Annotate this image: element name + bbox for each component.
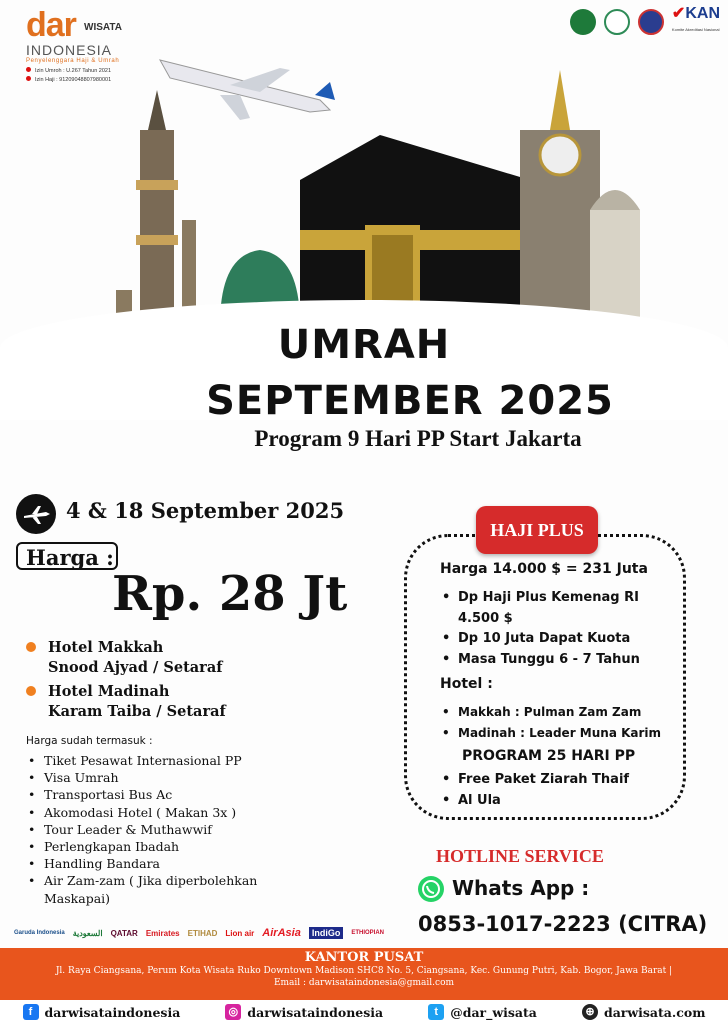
social-label: darwisataindonesia xyxy=(247,1004,384,1020)
list-item: • Makkah : Pulman Zam Zam xyxy=(440,702,680,723)
clock-tower-icon xyxy=(520,70,640,330)
airline-logo: Garuda Indonesia xyxy=(14,930,65,936)
brand-indonesia: INDONESIA xyxy=(26,42,113,58)
airline-logo: السعودية xyxy=(72,928,103,938)
instagram-icon: ◎ xyxy=(225,1004,241,1020)
haji-plus-points xyxy=(440,588,670,670)
social-website[interactable] xyxy=(582,1004,705,1020)
social-label: darwisataindonesia xyxy=(44,1004,181,1020)
airline-logo: IndiGo xyxy=(309,927,344,939)
social-label: darwisata.com xyxy=(603,1004,706,1020)
page-title-line2: SEPTEMBER 2025 xyxy=(206,378,614,424)
program-title: PROGRAM 25 HARI PP xyxy=(462,748,636,764)
hotel-detail: Karam Taiba / Setaraf xyxy=(48,703,226,720)
brand-wisata: WISATA xyxy=(84,22,122,33)
brand-dar: dar xyxy=(26,6,76,44)
haji-plus-badge: HAJI PLUS xyxy=(476,506,598,554)
hotel-detail: Snood Ajyad / Setaraf xyxy=(48,659,223,676)
list-item: • Dp Haji Plus Kemenag RI 4.500 $ xyxy=(440,588,670,629)
hotel-name: Hotel Makkah xyxy=(48,639,164,656)
bullet-icon xyxy=(26,686,36,696)
amphuri-icon xyxy=(604,9,630,35)
airline-logo: QATAR xyxy=(110,928,138,938)
haji-plus-hotel-label: Hotel : xyxy=(440,676,493,692)
globe-icon: ⊕ xyxy=(582,1004,598,1020)
list-item: • Handling Bandara xyxy=(26,855,266,872)
minaret-icon xyxy=(116,90,196,330)
price-value: Rp. 28 Jt xyxy=(112,566,348,622)
haji-plus-price: Harga 14.000 $ = 231 Juta xyxy=(440,561,648,577)
sitkan-icon xyxy=(638,9,664,35)
program-points xyxy=(440,770,670,811)
haji-plus-hotels xyxy=(440,702,680,743)
list-item: • Visa Umrah xyxy=(26,769,266,786)
airline-logo: Lion air xyxy=(225,928,255,938)
twitter-icon: t xyxy=(428,1004,444,1020)
office-email[interactable]: Email : darwisataindonesia@gmail.com xyxy=(273,978,455,988)
bullet-icon xyxy=(26,642,36,652)
list-item: • Masa Tunggu 6 - 7 Tahun xyxy=(440,650,670,671)
accreditation-badges xyxy=(570,6,720,38)
airline-logos xyxy=(14,918,398,948)
hotline-title: HOTLINE SERVICE xyxy=(436,846,604,866)
izin-umroh: Izin Umroh : U.267 Tahun 2021 xyxy=(35,68,112,74)
hotel-makkah xyxy=(26,638,222,678)
list-item: • Free Paket Ziarah Thaif xyxy=(440,770,670,791)
includes-title: Harga sudah termasuk : xyxy=(26,735,153,747)
list-item: • Akomodasi Hotel ( Makan 3x ) xyxy=(26,804,266,821)
airline-logo: ETHIOPIAN xyxy=(351,930,384,936)
list-item: • Perlengkapan Ibadah xyxy=(26,838,266,855)
airline-logo: ETIHAD xyxy=(187,928,218,938)
social-label: @dar_wisata xyxy=(450,1004,537,1020)
list-item: • Transportasi Bus Ac xyxy=(26,786,266,803)
page-title-line1: UMRAH xyxy=(277,322,451,368)
departure-dates: 4 & 18 September 2025 xyxy=(66,498,345,523)
airline-logo: AirAsia xyxy=(262,927,301,939)
kemenag-icon xyxy=(570,9,596,35)
list-item: • Madinah : Leader Muna Karim xyxy=(440,723,680,744)
social-instagram[interactable] xyxy=(225,1004,383,1020)
hero-illustration xyxy=(110,40,650,340)
office-address: Jl. Raya Ciangsana, Perum Kota Wisata Ruko Downtown Madison SHC8 No. 5, Ciangsana, Kec. Gunung Putri, Kab. Bogor, Jawa Barat | xyxy=(55,966,673,976)
airplane-icon xyxy=(16,494,56,534)
brand-tagline: Penyelenggara Haji & Umrah xyxy=(26,58,120,64)
office-title: KANTOR PUSAT xyxy=(304,950,424,965)
page-subtitle: Program 9 Hari PP Start Jakarta xyxy=(254,426,582,451)
office-footer xyxy=(0,948,728,1000)
whatsapp-phone[interactable]: 0853-1017-2223 (CITRA) xyxy=(418,912,708,936)
social-twitter[interactable] xyxy=(428,1004,537,1020)
social-facebook[interactable] xyxy=(23,1004,181,1020)
airline-logo: Emirates xyxy=(145,928,180,938)
airplane-icon xyxy=(160,60,335,120)
list-item: • Al Ula xyxy=(440,791,670,812)
social-bar xyxy=(0,1000,728,1024)
izin-haji: Izin Haji : 91209048807980001 xyxy=(35,77,112,83)
list-item: • Tiket Pesawat Internasional PP xyxy=(26,752,266,769)
list-item: • Dp 10 Juta Dapat Kuota xyxy=(440,629,670,650)
whatsapp-label: Whats App : xyxy=(452,876,590,900)
list-item: • Air Zam-zam ( Jika diperbolehkan Maskapai) xyxy=(26,872,266,906)
hotel-name: Hotel Madinah xyxy=(48,683,170,700)
hotel-madinah xyxy=(26,682,226,722)
includes-list xyxy=(26,752,266,907)
list-item: • Tour Leader & Muthawwif xyxy=(26,821,266,838)
kan-logo: ✔KAN Komite Akreditasi Nasional xyxy=(671,5,720,32)
price-label: Harga : xyxy=(16,542,118,570)
whatsapp-icon[interactable] xyxy=(418,876,444,902)
facebook-icon: f xyxy=(23,1004,39,1020)
